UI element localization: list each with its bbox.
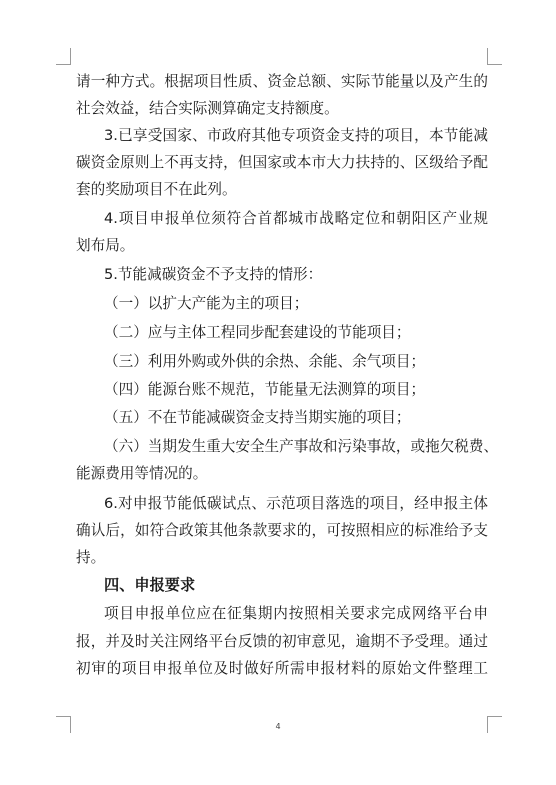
text-line: （三）利用外购或外供的余热、余能、余气项目； — [104, 353, 426, 370]
text-line: （一）以扩大产能为主的项目； — [104, 295, 309, 312]
text-line: 能源费用等情况的。 — [76, 465, 208, 482]
text-line: 确认后，如符合政策其他条款要求的，可按照相应的标准给予支 — [76, 522, 488, 539]
text-line: 5.节能减碳资金不予支持的情形： — [104, 266, 323, 283]
text-line: 碳资金原则上不再支持，但国家或本市大力扶持的、区级给予配 — [76, 154, 488, 171]
text-line: 社会效益，结合实际测算确定支持额度。 — [76, 100, 339, 117]
text-line: （六）当期发生重大安全生产事故和污染事故，或拖欠税费、 — [104, 438, 499, 455]
text-line: 6.对申报节能低碳试点、示范项目落选的项目，经申报主体 — [104, 495, 488, 512]
text-line: 请一种方式。根据项目性质、资金总额、实际节能量以及产生的 — [76, 73, 488, 90]
page-number: 4 — [275, 722, 281, 731]
text-line: 持。 — [76, 549, 106, 566]
text-line: 3.已享受国家、市政府其他专项资金支持的项目，本节能减 — [104, 127, 488, 144]
text-line: （二）应与主体工程同步配套建设的节能项目； — [104, 324, 411, 341]
text-line: （四）能源台账不规范，节能量无法测算的项目； — [104, 381, 426, 398]
text-line: 划布局。 — [76, 237, 135, 254]
crop-mark-top-right — [487, 48, 502, 65]
text-line: 初审的项目申报单位及时做好所需申报材料的原始文件整理工 — [76, 660, 488, 677]
text-line: 套的奖励项目不在此列。 — [76, 181, 237, 198]
crop-mark-top-left — [56, 48, 71, 65]
text-line: （五）不在节能减碳资金支持当期实施的项目； — [104, 409, 411, 426]
text-line: 4.项目申报单位须符合首都城市战略定位和朝阳区产业规 — [104, 210, 488, 227]
text-line: 项目申报单位应在征集期内按照相关要求完成网络平台申 — [104, 605, 488, 622]
text-line: 报，并及时关注网络平台反馈的初审意见，逾期不予受理。通过 — [76, 633, 488, 650]
section-heading: 四、申报要求 — [104, 576, 196, 594]
